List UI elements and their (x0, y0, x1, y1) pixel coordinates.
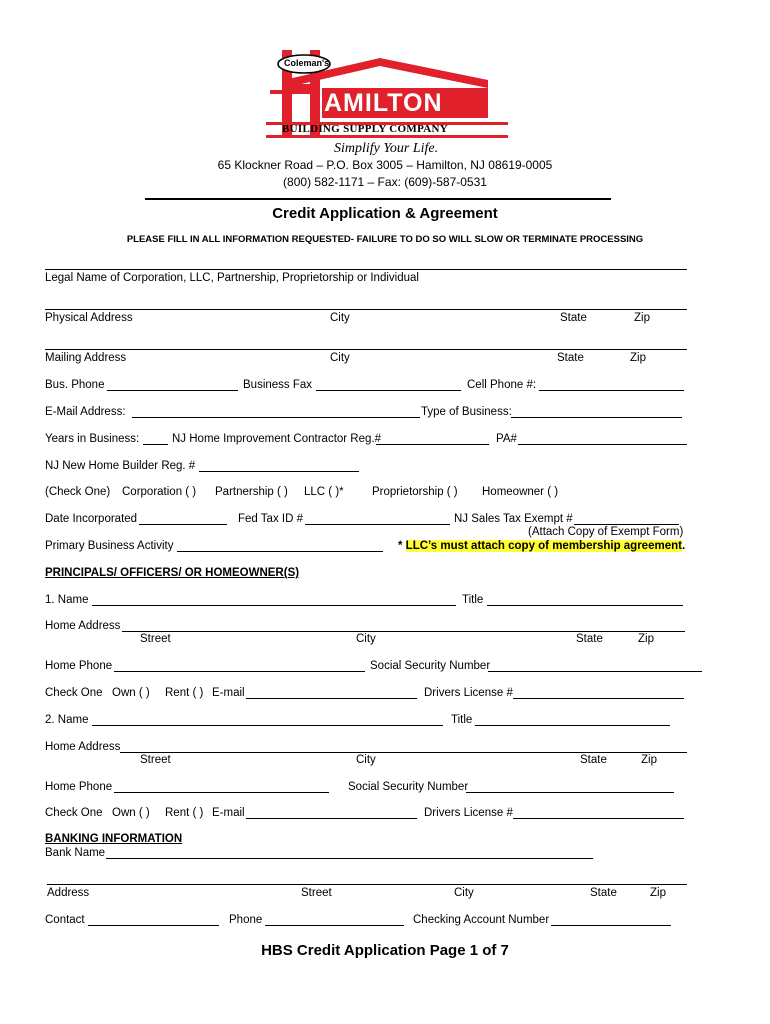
form-title: Credit Application & Agreement (272, 205, 498, 222)
cell-phone-field[interactable] (539, 390, 684, 391)
mailing-address-field[interactable] (45, 349, 687, 350)
principal2-home-address-field[interactable] (120, 752, 687, 753)
principal1-own-checkbox[interactable]: Own ( ) (112, 687, 150, 699)
bank-city-label: City (454, 887, 474, 899)
principal2-check-one-label: Check One (45, 807, 103, 819)
bank-zip-label: Zip (650, 887, 666, 899)
physical-address-label: Physical Address (45, 312, 133, 324)
mailing-state-label: State (557, 352, 584, 364)
principal1-drivers-license-field[interactable] (513, 698, 684, 699)
proprietorship-checkbox[interactable]: Proprietorship ( ) (372, 486, 458, 498)
principal1-email-label: E-mail (212, 687, 245, 699)
physical-state-label: State (560, 312, 587, 324)
principal2-home-address-label: Home Address (45, 741, 121, 753)
banking-heading: BANKING INFORMATION (45, 833, 183, 845)
checking-account-label: Checking Account Number (413, 914, 550, 926)
nj-home-improvement-field[interactable] (376, 444, 489, 445)
principal2-street-label: Street (140, 754, 171, 766)
business-fax-label: Business Fax (243, 379, 313, 391)
mailing-address-label: Mailing Address (45, 352, 127, 364)
principal1-ssn-field[interactable] (488, 671, 702, 672)
bank-contact-field[interactable] (88, 925, 219, 926)
principal2-city-label: City (356, 754, 376, 766)
company-address: 65 Klockner Road – P.O. Box 3005 – Hamilton, NJ 08619-0005 (217, 158, 553, 172)
principal2-email-field[interactable] (246, 818, 417, 819)
principal2-home-phone-field[interactable] (114, 792, 329, 793)
principal2-own-checkbox[interactable]: Own ( ) (112, 807, 150, 819)
pa-label: PA# (496, 433, 517, 445)
homeowner-checkbox[interactable]: Homeowner ( ) (482, 486, 559, 498)
bus-phone-field[interactable] (107, 390, 238, 391)
instruction-text: PLEASE FILL IN ALL INFORMATION REQUESTED- FAILURE TO DO SO WILL SLOW OR TERMINATE PROCESSING (126, 234, 644, 245)
nj-home-improvement-label: NJ Home Improvement Contractor Reg.# (172, 433, 381, 445)
date-incorporated-field[interactable] (139, 524, 227, 525)
principal2-drivers-license-label: Drivers License # (424, 807, 513, 819)
bank-phone-field[interactable] (265, 925, 404, 926)
years-in-business-field[interactable] (143, 444, 168, 445)
fed-tax-id-label: Fed Tax ID # (238, 513, 303, 525)
principal1-name-label: 1. Name (45, 594, 89, 606)
principal1-city-label: City (356, 633, 376, 645)
type-of-business-field[interactable] (511, 417, 682, 418)
years-in-business-label: Years in Business: (45, 433, 140, 445)
principal1-ssn-label: Social Security Number (370, 660, 491, 672)
company-phone: (800) 582-1171 – Fax: (609)-587-0531 (283, 175, 487, 189)
principal2-ssn-field[interactable] (466, 792, 674, 793)
bank-contact-label: Contact (45, 914, 85, 926)
principal1-state-label: State (576, 633, 603, 645)
primary-activity-label: Primary Business Activity (45, 540, 174, 552)
primary-activity-field[interactable] (177, 551, 383, 552)
tagline: Simplify Your Life. (334, 141, 439, 156)
principal2-name-label: 2. Name (45, 714, 89, 726)
principal1-email-field[interactable] (246, 698, 417, 699)
fed-tax-id-field[interactable] (305, 524, 450, 525)
bus-phone-label: Bus. Phone (45, 379, 105, 391)
header-divider (145, 198, 611, 200)
physical-zip-label: Zip (634, 312, 650, 324)
brand-small: Coleman's (284, 58, 330, 68)
date-incorporated-label: Date Incorporated (45, 513, 138, 525)
business-fax-field[interactable] (316, 390, 461, 391)
principal1-home-address-label: Home Address (45, 620, 121, 632)
cell-phone-label: Cell Phone #: (467, 379, 537, 391)
principal2-email-label: E-mail (212, 807, 245, 819)
principal2-home-phone-label: Home Phone (45, 781, 113, 793)
principal2-state-label: State (580, 754, 607, 766)
attach-exempt-note: (Attach Copy of Exempt Form) (528, 526, 684, 538)
principals-heading: PRINCIPALS/ OFFICERS/ OR HOMEOWNER(S) (45, 567, 300, 579)
page-footer: HBS Credit Application Page 1 of 7 (261, 942, 509, 959)
principal1-home-phone-label: Home Phone (45, 660, 113, 672)
principal1-home-phone-field[interactable] (114, 671, 365, 672)
email-label: E-Mail Address: (45, 406, 126, 418)
legal-name-field[interactable] (45, 269, 687, 270)
mailing-zip-label: Zip (630, 352, 646, 364)
principal1-title-label: Title (462, 594, 484, 606)
principal1-check-one-label: Check One (45, 687, 103, 699)
principal1-zip-label: Zip (638, 633, 654, 645)
llc-checkbox[interactable]: LLC ( )* (304, 486, 344, 498)
principal2-rent-checkbox[interactable]: Rent ( ) (165, 807, 204, 819)
bank-street-label: Street (301, 887, 332, 899)
checking-account-field[interactable] (551, 925, 671, 926)
principal1-title-field[interactable] (487, 605, 683, 606)
nj-new-home-field[interactable] (199, 471, 359, 472)
bank-name-field[interactable] (106, 858, 593, 859)
principal2-name-field[interactable] (92, 725, 443, 726)
nj-sales-tax-label: NJ Sales Tax Exempt # (454, 513, 573, 525)
principal1-drivers-license-label: Drivers License # (424, 687, 513, 699)
brand-sub: BUILDING SUPPLY COMPANY (282, 123, 449, 135)
bank-address-label: Address (47, 887, 90, 899)
nj-sales-tax-field[interactable] (574, 524, 679, 525)
check-one-label: (Check One) (45, 486, 111, 498)
corporation-checkbox[interactable]: Corporation ( ) (122, 486, 197, 498)
mailing-city-label: City (330, 352, 350, 364)
type-of-business-label: Type of Business: (421, 406, 512, 418)
partnership-checkbox[interactable]: Partnership ( ) (215, 486, 288, 498)
llc-note: * LLC’s must attach copy of membership agreement. (398, 540, 686, 552)
principal2-ssn-label: Social Security Number (348, 781, 469, 793)
physical-city-label: City (330, 312, 350, 324)
bank-phone-label: Phone (229, 914, 263, 926)
principal2-zip-label: Zip (641, 754, 657, 766)
principal1-street-label: Street (140, 633, 171, 645)
bank-address-field[interactable] (47, 884, 687, 885)
principal1-rent-checkbox[interactable]: Rent ( ) (165, 687, 204, 699)
nj-new-home-label: NJ New Home Builder Reg. # (45, 460, 196, 472)
bank-state-label: State (590, 887, 617, 899)
legal-name-label: Legal Name of Corporation, LLC, Partnership, Proprietorship or Individual (45, 272, 419, 284)
principal2-title-field[interactable] (475, 725, 670, 726)
principal2-drivers-license-field[interactable] (513, 818, 684, 819)
brand-name: AMILTON (324, 89, 443, 117)
physical-address-field[interactable] (45, 309, 687, 310)
principal1-home-address-field[interactable] (122, 631, 685, 632)
principal2-title-label: Title (451, 714, 473, 726)
bank-name-label: Bank Name (45, 847, 106, 859)
email-field[interactable] (132, 417, 420, 418)
principal1-name-field[interactable] (92, 605, 456, 606)
company-logo (262, 44, 508, 160)
pa-field[interactable] (518, 444, 687, 445)
